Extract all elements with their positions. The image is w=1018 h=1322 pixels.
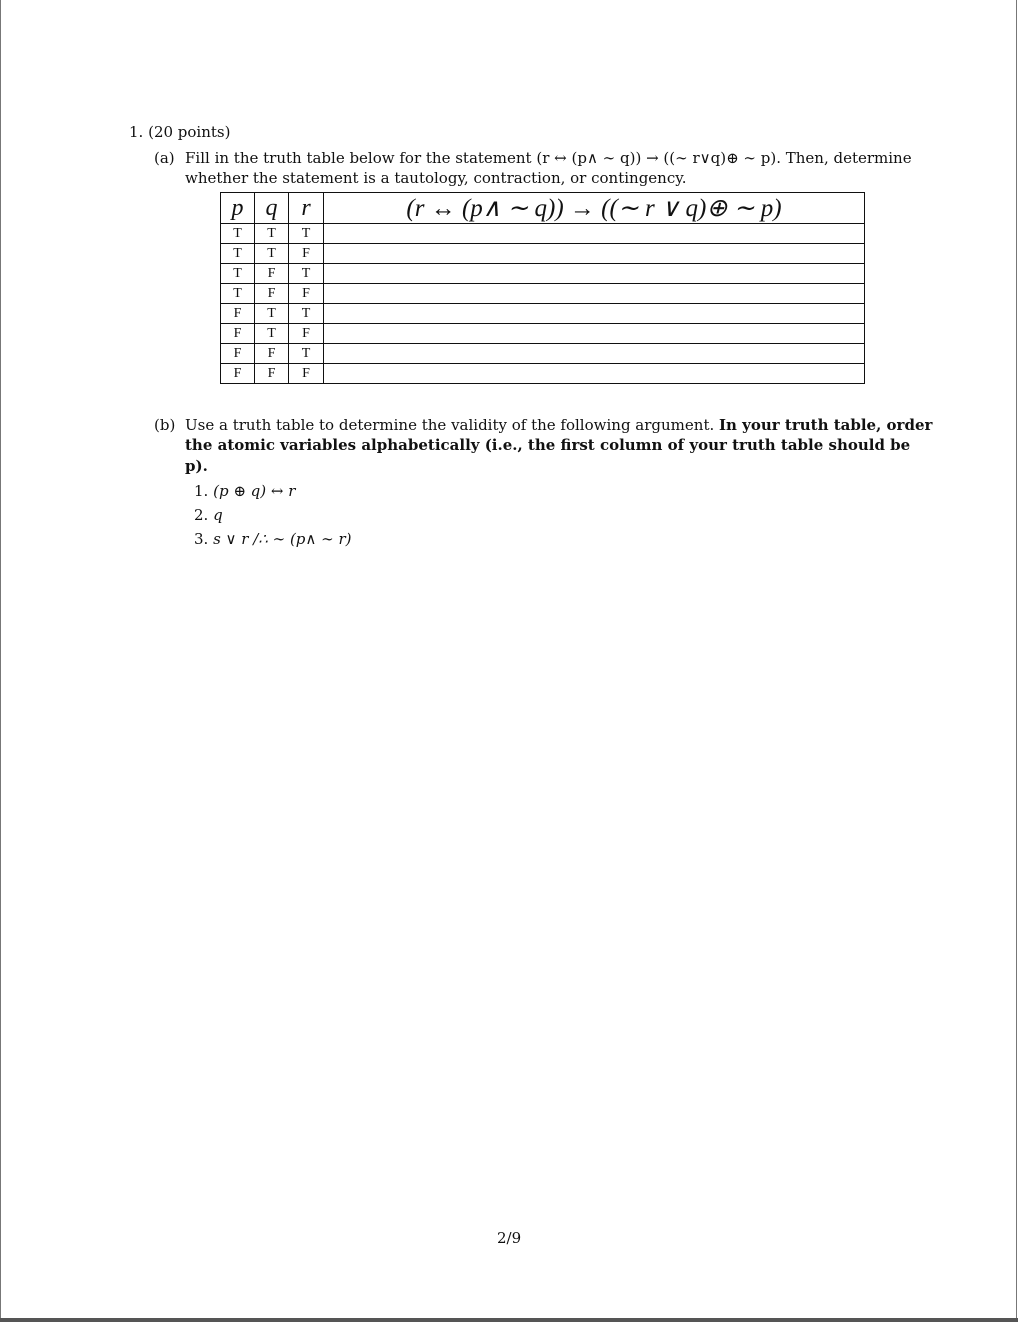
page-border-bottom: [0, 1318, 1018, 1322]
cell-q: F: [255, 364, 289, 384]
header-statement: (r ↔ (p∧ ∼ q)) → ((∼ r ∨ q)⊕ ∼ p): [324, 193, 865, 224]
premise-1-num: 1.: [194, 482, 209, 500]
premise-2-text: q: [213, 506, 223, 524]
cell-answer[interactable]: [324, 344, 865, 364]
premise-2-num: 2.: [194, 506, 209, 524]
cell-p: T: [221, 284, 255, 304]
cell-p: T: [221, 264, 255, 284]
cell-answer[interactable]: [324, 244, 865, 264]
page-border-left: [0, 0, 1, 1318]
cell-r: F: [289, 364, 324, 384]
cell-r: T: [289, 224, 324, 244]
problem-heading: [129, 122, 230, 142]
cell-answer[interactable]: [324, 364, 865, 384]
table-row: [221, 264, 865, 284]
header-q: q: [255, 193, 289, 224]
premise-2: [194, 505, 223, 525]
table-row: [221, 344, 865, 364]
cell-p: F: [221, 364, 255, 384]
header-p: p: [221, 193, 255, 224]
table-row: [221, 224, 865, 244]
part-a-line1: Fill in the truth table below for the statement (r ↔ (p∧ ∼ q)) → ((∼ r∨q)⊕ ∼ p). Then, determine: [185, 149, 912, 167]
table-row: [221, 364, 865, 384]
table-row: [221, 244, 865, 264]
cell-q: T: [255, 304, 289, 324]
cell-answer[interactable]: [324, 284, 865, 304]
table-row: [221, 304, 865, 324]
cell-q: F: [255, 284, 289, 304]
cell-p: F: [221, 344, 255, 364]
problem-points: (20 points): [148, 123, 231, 141]
cell-q: F: [255, 344, 289, 364]
premise-1: [194, 481, 295, 501]
premise-3-num: 3.: [194, 530, 209, 548]
cell-q: T: [255, 244, 289, 264]
table-row: [221, 284, 865, 304]
part-b-label: (b): [154, 416, 176, 434]
part-b-line3: p).: [185, 457, 208, 475]
part-b-line1-normal: Use a truth table to determine the validity of the following argument.: [185, 416, 715, 434]
cell-q: T: [255, 324, 289, 344]
premise-1-text: (p ⊕ q) ↔ r: [213, 482, 296, 500]
part-b-line1: [185, 415, 932, 435]
cell-r: F: [289, 324, 324, 344]
part-b-line2: the atomic variables alphabetically (i.e., the first column of your truth table should be: [185, 436, 911, 454]
cell-r: T: [289, 264, 324, 284]
cell-answer[interactable]: [324, 264, 865, 284]
truth-table-header-row: [221, 193, 865, 224]
part-a-label: (a): [154, 149, 175, 167]
cell-r: F: [289, 284, 324, 304]
table-row: [221, 324, 865, 344]
cell-p: F: [221, 324, 255, 344]
premise-3-text: s ∨ r /∴ ∼ (p∧ ∼ r): [213, 530, 352, 548]
problem-number: 1.: [129, 123, 144, 141]
cell-q: F: [255, 264, 289, 284]
cell-p: F: [221, 304, 255, 324]
header-r: r: [289, 193, 324, 224]
premise-3: [194, 529, 352, 549]
page-number: 2/9: [497, 1229, 522, 1247]
cell-answer[interactable]: [324, 224, 865, 244]
cell-answer[interactable]: [324, 304, 865, 324]
page-border-right: [1016, 0, 1017, 1318]
cell-p: T: [221, 224, 255, 244]
cell-r: T: [289, 304, 324, 324]
cell-r: T: [289, 344, 324, 364]
part-a-line2: whether the statement is a tautology, contraction, or contingency.: [185, 169, 687, 187]
cell-q: T: [255, 224, 289, 244]
part-b-line1-bold: In your truth table, order: [719, 416, 933, 434]
cell-r: F: [289, 244, 324, 264]
cell-p: T: [221, 244, 255, 264]
truth-table: [220, 192, 865, 384]
cell-answer[interactable]: [324, 324, 865, 344]
